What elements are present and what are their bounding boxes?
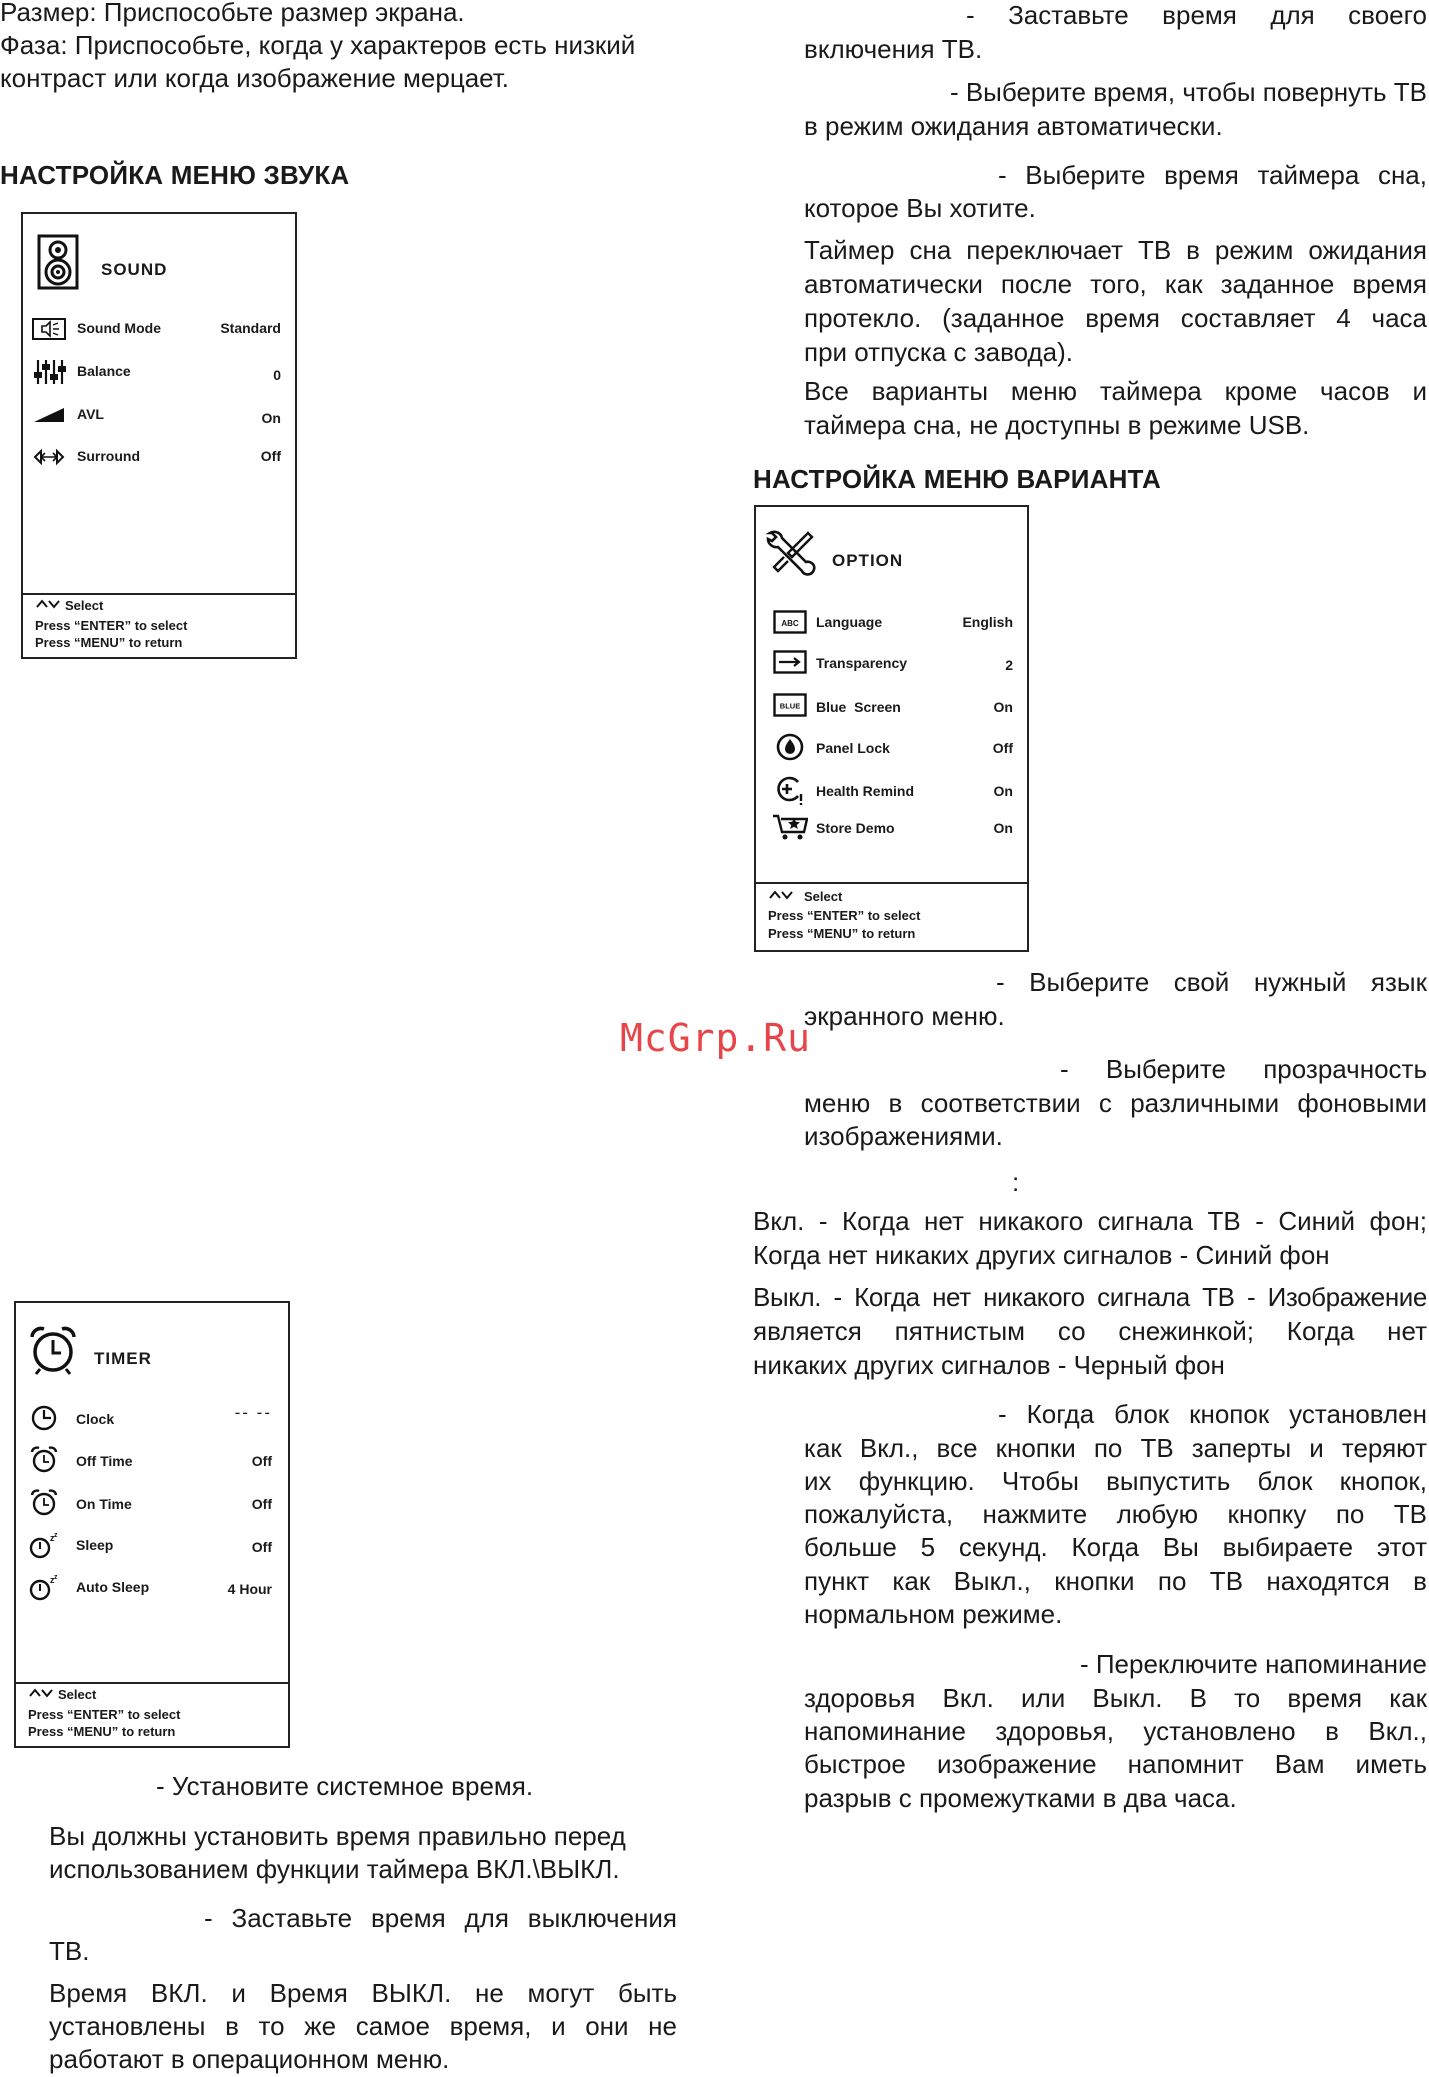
alarm-clock-icon [28,1325,78,1380]
transparency-description-3: изображениями. [804,1121,1003,1151]
sleep-description-cont: которое Вы хотите. [804,193,1036,223]
menu-row-sleep[interactable] [16,1531,288,1561]
clock-icon [26,1403,62,1433]
menu-item-label: Sound Mode [77,320,161,336]
svg-text:BLUE: BLUE [779,701,801,711]
menu-item-label: Balance [77,363,131,379]
menu-row-language[interactable] [756,607,1027,637]
panel-lock-description-5: больше 5 секунд. Когда Вы выбираете этот [804,1532,1427,1562]
menu-row-auto-sleep[interactable] [16,1573,288,1603]
menu-item-value: 4 Hour [227,1581,272,1597]
blue-screen-off-3: никаких других сигналов - Черный фон [753,1350,1225,1380]
updown-arrows-icon [768,888,794,905]
menu-item-label: AVL [77,406,104,422]
footer-menu: Press “MENU” to return [35,635,183,650]
menu-item-value: 0 [273,367,281,383]
timer-menu-panel [14,1301,290,1748]
sound-heading: НАСТРОЙКА МЕНЮ ЗВУКА [0,160,350,190]
menu-footer [23,593,295,657]
clock-note-2: использованием функции таймера ВКЛ.\ВЫКЛ. [49,1854,620,1884]
footer-menu: Press “MENU” to return [28,1724,176,1739]
svg-text:z: z [50,1575,55,1585]
transparency-description-2: меню в соответствии с различными фоновыми [804,1088,1427,1118]
sleep-note-3: протекло. (заданное время составляет 4 часа [804,303,1427,333]
updown-arrows-icon [35,597,61,614]
panel-lock-icon [772,732,808,762]
menu-row-balance[interactable] [23,357,295,387]
svg-text:ABC: ABC [781,619,799,628]
speaker-icon [37,234,79,295]
menu-row-avl[interactable] [23,400,295,430]
menu-item-value: Off [251,1453,272,1469]
menu-item-value: Off [251,1496,272,1512]
menu-item-label: Surround [77,448,140,464]
menu-row-off-time[interactable] [16,1445,288,1475]
clock-note-1: Вы должны установить время правильно перед [49,1821,626,1851]
menu-row-panel-lock[interactable] [756,732,1027,762]
on-time-description: - Заставьте время для своего [966,0,1427,30]
health-description-4: быстрое изображение напомнит Вам иметь [804,1749,1427,1779]
on-time-description-cont: включения ТВ. [804,34,983,64]
menu-item-value: On [261,410,281,426]
sound-menu-title: SOUND [101,260,168,279]
store-icon [772,812,808,842]
blue-screen-off-2: является пятнистым со снежинкой; Когда нет [753,1316,1427,1346]
panel-lock-description-7: нормальном режиме. [804,1599,1063,1629]
menu-row-store-demo[interactable] [756,812,1027,842]
phase-note-cont: контраст или когда изображение мерцает. [0,63,510,93]
sleep-description: - Выберите время таймера сна, [998,160,1427,190]
menu-item-label: Blue Screen [816,699,901,715]
surround-icon [31,442,67,472]
menu-item-value: -- -- [234,1403,272,1422]
menu-row-health-remind[interactable] [756,775,1027,805]
menu-row-blue-screen[interactable] [756,690,1027,720]
menu-item-label: On Time [76,1496,132,1512]
menu-item-value: 2 [1005,657,1013,673]
time-warning-1: Время ВКЛ. и Время ВЫКЛ. не могут быть [49,1978,677,2008]
size-note: Размер: Приспособьте размер экрана. [0,0,465,27]
avl-icon [31,400,67,430]
menu-row-surround[interactable] [23,442,295,472]
blue-screen-on-1: Вкл. - Когда нет никакого сигнала ТВ - Синий фон; [753,1206,1427,1236]
menu-item-label: Language [816,614,883,630]
menu-item-label: Transparency [816,655,908,671]
alarm-clock-icon [26,1445,62,1475]
blue-screen-off-1: Выкл. - Когда нет никакого сигнала ТВ - Изображение [753,1282,1427,1312]
panel-lock-description-1: - Когда блок кнопок установлен [998,1399,1427,1429]
phase-note: Фаза: Приспособьте, когда у характеров есть низкий [0,30,636,60]
option-menu-title: OPTION [832,551,904,570]
menu-row-sound-mode[interactable] [23,314,295,344]
health-description-1: - Переключите напоминание [1079,1649,1427,1679]
menu-item-label: Sleep [76,1537,114,1553]
footer-enter: Press “ENTER” to select [768,908,921,923]
menu-item-label: Store Demo [816,820,895,836]
menu-item-value: Standard [220,320,281,336]
menu-item-label: Clock [76,1411,115,1427]
svg-text:z: z [54,1574,58,1581]
menu-footer [16,1682,288,1746]
time-warning-2: установлены в то же самое время, и они не [49,2011,677,2041]
option-heading: НАСТРОЙКА МЕНЮ ВАРИАНТА [753,464,1161,494]
auto-sleep-description-cont: в режим ожидания автоматически. [804,111,1223,141]
menu-item-label: Auto Sleep [76,1579,150,1595]
sleep-note-1: Таймер сна переключает ТВ в режим ожидания [804,235,1427,265]
footer-select: Select [65,598,104,613]
footer-enter: Press “ENTER” to select [28,1707,181,1722]
language-description-cont: экранного меню. [804,1001,1005,1031]
option-menu-panel [754,505,1029,952]
health-description-5: разрыв с промежутками в два часа. [804,1783,1237,1813]
menu-footer [756,882,1027,950]
menu-row-clock[interactable] [16,1403,288,1433]
panel-lock-description-2: как Вкл., все кнопки по ТВ заперты и теряют [804,1433,1427,1463]
menu-row-on-time[interactable] [16,1488,288,1518]
menu-item-value: On [993,820,1013,836]
timer-menu-title: TIMER [94,1349,152,1368]
time-warning-3: работают в операционном меню. [49,2044,450,2074]
footer-select: Select [58,1687,97,1702]
wrench-screwdriver-icon [764,529,816,582]
menu-item-value: English [962,614,1013,630]
blue-screen-colon: : [1012,1167,1020,1197]
abc-icon [772,607,808,637]
sleep-note-4: при отпуска с завода). [804,337,1074,367]
watermark: McGrp.Ru [620,1016,812,1060]
balance-icon [31,357,67,387]
clock-description: - Установите системное время. [156,1771,534,1801]
language-description: - Выберите свой нужный язык [996,967,1427,997]
blue-icon [772,690,808,720]
panel-lock-description-3: их функцию. Чтобы выпустить блок кнопок, [804,1466,1427,1496]
footer-select: Select [804,889,843,904]
health-icon [772,775,808,805]
footer-menu: Press “MENU” to return [768,926,916,941]
svg-text:z: z [54,1532,58,1539]
health-description-3: напоминание здоровья, установлено в Вкл., [804,1716,1427,1746]
panel-lock-description-6: пункт как Выкл., кнопки по ТВ находятся в [804,1566,1427,1596]
menu-item-label: Health Remind [816,783,915,799]
sound-menu-panel [21,212,297,659]
menu-item-label: Off Time [76,1453,133,1469]
transparency-description: - Выберите прозрачность [1060,1054,1427,1084]
sound-mode-icon [31,314,67,344]
menu-item-value: Off [992,740,1013,756]
panel-lock-description-4: пожалуйста, нажмите любую кнопку по ТВ [804,1499,1427,1529]
menu-item-value: Off [260,448,281,464]
usb-note-1: Все варианты меню таймера кроме часов и [804,376,1427,406]
sleep-icon [26,1573,62,1603]
footer-enter: Press “ENTER” to select [35,618,188,633]
auto-sleep-description: - Выберите время, чтобы повернуть ТВ [949,77,1427,107]
health-description-2: здоровья Вкл. или Выкл. В то время как [804,1683,1427,1713]
sleep-note-2: автоматически после того, как заданное время [804,269,1427,299]
menu-item-value: On [993,699,1013,715]
menu-item-value: Off [251,1539,272,1555]
blue-screen-on-2: Когда нет никаких других сигналов - Синий фон [753,1240,1330,1270]
off-time-description: - Заставьте время для выключения [204,1903,677,1933]
transparency-icon [772,647,808,677]
off-time-description-cont: ТВ. [49,1936,90,1966]
usb-note-2: таймера сна, не доступны в режиме USB. [804,410,1310,440]
updown-arrows-icon [28,1686,54,1703]
alarm-clock-icon [26,1488,62,1518]
menu-row-transparency[interactable] [756,647,1027,677]
sleep-icon [26,1531,62,1561]
menu-item-value: On [993,783,1013,799]
menu-item-label: Panel Lock [816,740,890,756]
svg-text:z: z [50,1533,55,1543]
